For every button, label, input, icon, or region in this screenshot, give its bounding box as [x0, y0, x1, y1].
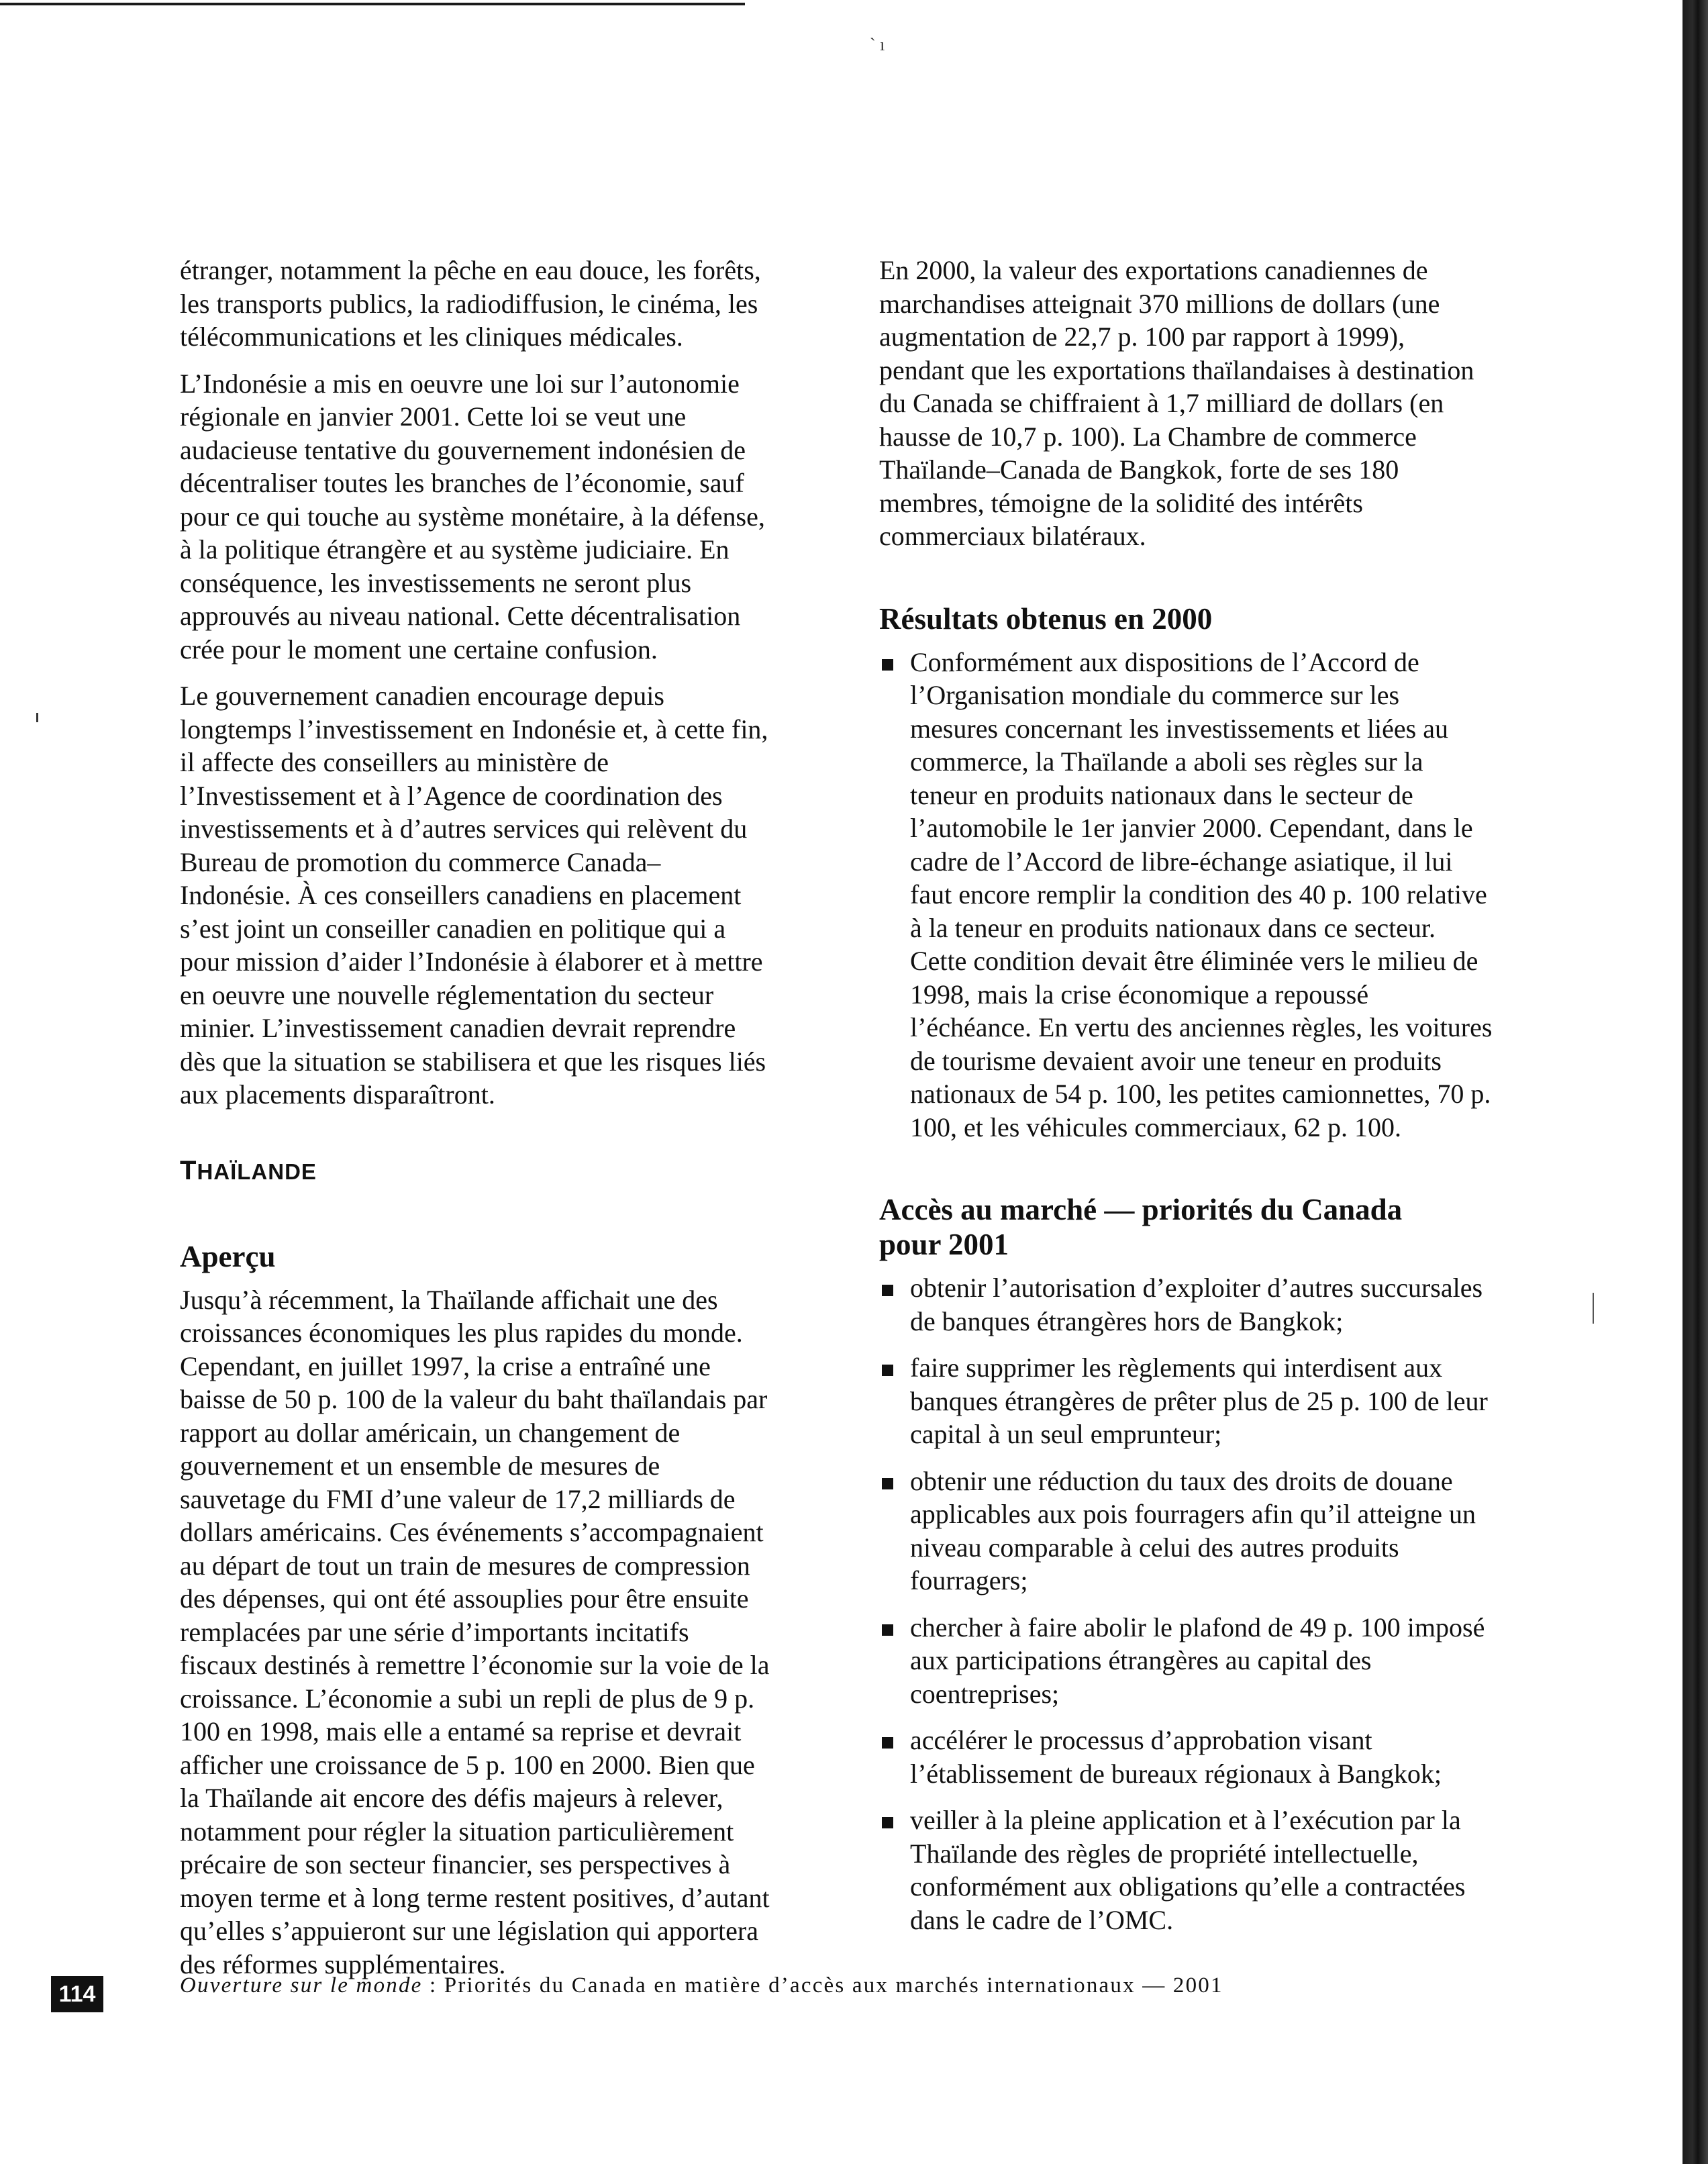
- paragraph: étranger, notamment la pêche en eau douce, les forêts, les transports publics, la radiodiffusion, le cinéma, les télécommunications et les cliniques médicales.: [180, 255, 761, 352]
- paragraph: Le gouvernement canadien encourage depuis longtemps l’investissement en Indonésie et, à cette fin, il affecte des conseillers au ministère de l’Investissement et à l’Agence de coordination des investissements et à d’autres services qui relèvent du Bureau de promotion du commerce Canada–Indonésie. À ces conseillers canadiens en placement s’est joint un conseiller canadien en politique qui a pour mission d’aider l’Indonésie à élaborer et à mettre en oeuvre une nouvelle réglementation du secteur minier. L’investissement canadien devrait reprendre dès que la situation se stabilisera et que les risques liés aux placements disparaîtront.: [180, 681, 768, 1110]
- left-column: [180, 254, 770, 1994]
- country-heading-rest: HAÏLANDE: [197, 1159, 317, 1184]
- list-item: [879, 1351, 1493, 1451]
- list-item: [879, 646, 1493, 1144]
- list-item-text: accélérer le processus d’approbation visant l’établissement de bureaux régionaux à Bangkok;: [910, 1725, 1442, 1789]
- country-heading-initial: T: [180, 1155, 197, 1185]
- bullet-square-icon: [882, 1478, 893, 1489]
- priorities-list: [879, 1271, 1493, 1936]
- list-item-text: obtenir une réduction du taux des droits de douane applicables aux pois fourragers afin qu’il atteigne un niveau comparable à celui des autres produits fourragers;: [910, 1465, 1476, 1595]
- bullet-square-icon: [882, 659, 893, 671]
- bullet-square-icon: [882, 1365, 893, 1376]
- running-footer: [180, 1973, 1489, 1998]
- list-item: [879, 1804, 1493, 1936]
- footer-title-italic: Ouverture sur le monde: [180, 1973, 423, 1998]
- list-item: [879, 1465, 1493, 1597]
- footer-title-rest: : Priorités du Canada en matière d’accès aux marchés internationaux — 2001: [422, 1973, 1223, 1998]
- bullet-square-icon: [882, 1624, 893, 1636]
- top-rule: [0, 3, 745, 5]
- paragraph: L’Indonésie a mis en oeuvre une loi sur l’autonomie régionale en janvier 2001. Cette loi se veut une audacieuse tentative du gouvernement indonésien de décentraliser toutes les branches de l’économie, sauf pour ce qui touche au système monétaire, à la défense, à la politique étrangère et au système judiciaire. En conséquence, les investissements ne seront plus approuvés au niveau national. Cette décentralisation crée pour le moment une certaine confusion.: [180, 368, 765, 665]
- scan-artifact-left: [36, 713, 38, 722]
- scan-artifact-edge: [1593, 1293, 1594, 1324]
- right-column: [879, 254, 1493, 1950]
- list-item: [879, 1611, 1493, 1711]
- country-heading: [180, 1150, 770, 1192]
- list-item-text: Conformément aux dispositions de l’Accord de l’Organisation mondiale du commerce sur les mesures concernant les investissements et liées au commerce, la Thaïlande a aboli ses règles sur la teneur en produits nationaux dans le secteur de l’automobile le 1er janvier 2000. Cependant, dans le cadre de l’Accord de libre-échange asiatique, il lui faut encore remplir la condition des 40 p. 100 relative à la teneur en produits nationaux dans ce secteur. Cette condition devait être éliminée vers le milieu de 1998, mais la crise économique a repoussé l’échéance. En vertu des anciennes règles, les voitures de tourisme devaient avoir une teneur en produits nationaux de 54 p. 100, les petites camionnettes, 70 p. 100, et les véhicules commerciaux, 62 p. 100.: [910, 646, 1493, 1142]
- list-item-text: chercher à faire abolir le plafond de 49 p. 100 imposé aux participations étrangères au capital des coentreprises;: [910, 1612, 1485, 1709]
- priorities-heading-line2: pour 2001: [879, 1228, 1009, 1261]
- overview-paragraph: Jusqu’à récemment, la Thaïlande affichait une des croissances économiques les plus rapides du monde. Cependant, en juillet 1997, la crise a entraîné une baisse de 50 p. 100 de la valeur du baht thaïlandais par rapport au dollar américain, un changement de gouvernement et un ensemble de mesures de sauvetage du FMI d’une valeur de 17,2 milliards de dollars américains. Ces événements s’accompagnaient au départ de tout un train de mesures de compression des dépenses, qui ont été assouplies pour être ensuite remplacées par une série d’importants incitatifs fiscaux destinés à remettre l’économie sur la voie de la croissance. L’économie a subi un repli de plus de 9 p. 100 en 1998, mais elle a entamé sa reprise et devrait afficher une croissance de 5 p. 100 en 2000. Bien que la Thaïlande ait encore des défis majeurs à relever, notamment pour régler la situation particulièrement précaire de son secteur financier, ses perspectives à moyen terme et à long terme restent positives, d’autant qu’elles s’appuieront sur une législation qui apportera des réformes supplémentaires.: [180, 1284, 770, 1979]
- scanned-page-edge: [1678, 0, 1708, 2164]
- priorities-heading-line1: Accès au marché — priorités du Canada: [879, 1193, 1403, 1226]
- overview-heading: Aperçu: [180, 1239, 276, 1273]
- bullet-square-icon: [882, 1285, 893, 1296]
- list-item: [879, 1724, 1493, 1790]
- results-list: [879, 646, 1493, 1144]
- list-item-text: veiller à la pleine application et à l’exécution par la Thaïlande des règles de propriété intellectuelle, conformément aux obligations qu’elle a contractées dans le cadre de l’OMC.: [910, 1805, 1466, 1935]
- trade-paragraph: En 2000, la valeur des exportations canadiennes de marchandises atteignait 370 millions de dollars (une augmentation de 22,7 p. 100 par rapport à 1999), pendant que les exportations thaïlandaises à destination du Canada se chiffraient à 1,7 milliard de dollars (en hausse de 10,7 p. 100). La Chambre de commerce Thaïlande–Canada de Bangkok, forte de ses 180 membres, témoigne de la solidité des intérêts commerciaux bilatéraux.: [879, 255, 1474, 551]
- results-heading: Résultats obtenus en 2000: [879, 601, 1213, 636]
- scan-artifact-mark: ` ı: [870, 35, 885, 54]
- list-item-text: obtenir l’autorisation d’exploiter d’autres succursales de banques étrangères hors de Bangkok;: [910, 1273, 1483, 1336]
- bullet-square-icon: [882, 1737, 893, 1749]
- priorities-heading: [879, 1192, 1493, 1262]
- page-number: 114: [51, 1976, 103, 2012]
- list-item-text: faire supprimer les règlements qui interdisent aux banques étrangères de prêter plus de 25 p. 100 de leur capital à un seul emprunteur;: [910, 1352, 1488, 1449]
- list-item: [879, 1271, 1493, 1338]
- bullet-square-icon: [882, 1817, 893, 1828]
